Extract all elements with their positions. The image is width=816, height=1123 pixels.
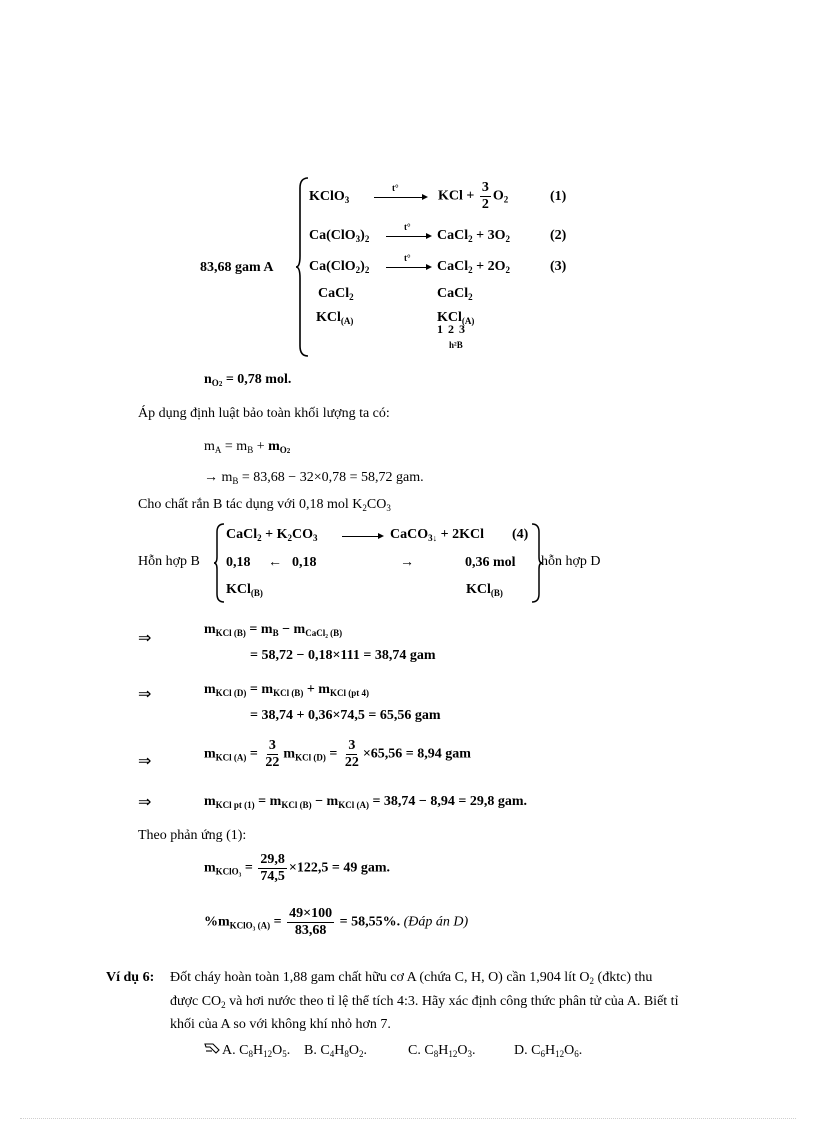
r2-temp: t° bbox=[404, 222, 411, 232]
calc4-line: $m_{KCl pt (1)} = m_{KCl (B)} - m_{KCl (A)} = 38,74 - 8,94 = 29,8$ gam. bbox=[204, 794, 528, 810]
r5-right: KCl$_{(A)}$ bbox=[437, 310, 475, 326]
pen-hand-icon bbox=[204, 1042, 222, 1061]
s2-r1-left: CaCl$_2$ + $K_2CO_3$ bbox=[226, 527, 318, 543]
calc2-line1: $m_{KCl (D)} = m_{KCl (B)} + m_{KCl (pt 4)}$ bbox=[204, 682, 369, 698]
system2-right-label: hỗn hợp D bbox=[541, 554, 601, 569]
s2-r2-arrow-right: → bbox=[400, 555, 414, 570]
under-brace-label: h²B bbox=[449, 340, 463, 350]
option-b[interactable]: B. $C_4H_8O_2$. bbox=[304, 1043, 367, 1059]
example6-line3: khối của A so với không khí nhỏ hơn 7. bbox=[170, 1017, 391, 1032]
r4-left: CaCl$_2$ bbox=[318, 286, 354, 302]
s2-r2-a: 0,18 bbox=[226, 555, 251, 570]
left-brace-2 bbox=[214, 524, 226, 602]
implies-1: ⇒ bbox=[138, 630, 152, 647]
system1-label: 83,68 gam A bbox=[200, 260, 274, 275]
under-brace-numbers: 1 2 3 bbox=[437, 322, 466, 336]
apply-text: Áp dụng định luật bảo toàn khối lượng ta có: bbox=[138, 406, 390, 421]
implies-4: ⇒ bbox=[138, 794, 152, 811]
r1-temp: t° bbox=[392, 183, 399, 193]
example6-line1: Đốt cháy hoàn toàn 1,88 gam chất hữu cơ A (chứa C, H, O) cần 1,904 lít $O_2$ (đktc) thu bbox=[170, 970, 653, 986]
calc1-line1: $m_{KCl (B)} = m_B - m_{CaCl_2 (B)}$ bbox=[204, 622, 343, 638]
r3-arrow bbox=[386, 267, 430, 268]
implies-3: ⇒ bbox=[138, 753, 152, 770]
r1-arrow bbox=[374, 197, 426, 198]
r1-left: KClO$_3$ bbox=[309, 189, 350, 205]
page-bottom-dotted-line bbox=[20, 1118, 796, 1119]
answer-note: (Đáp án D) bbox=[403, 914, 469, 930]
calc6-line: $\%m_{KClO_3 (A)}$ = $\frac{49\times 100}{83,68}$ = 58,55%. (Đáp án D) bbox=[204, 906, 469, 938]
r3-right: CaCl$_2$ + $2O_2$ bbox=[437, 259, 510, 275]
calc3-line: $m_{KCl (A)}$ = $\frac{3}{22}$ $m_{KCl (D)}$ = $\frac{3}{22}$ ×65,56 = 8,94 gam bbox=[204, 738, 471, 770]
s2-r3-right: KCl$_{(B)}$ bbox=[466, 582, 503, 598]
s2-r3-left: KCl$_{(B)}$ bbox=[226, 582, 263, 598]
theo-text: Theo phản ứng (1): bbox=[138, 828, 247, 843]
r4-right: CaCl$_2$ bbox=[437, 286, 473, 302]
react-text: Cho chất rắn B tác dụng với 0,18 mol $K_2CO_3$ bbox=[138, 497, 391, 513]
mass-equation-1: $m_A = m_B + m_{O2}$ bbox=[204, 439, 291, 455]
r2-left: $Ca(ClO_3)_2$ bbox=[309, 228, 370, 244]
s2-r2-arrow-left: ← bbox=[268, 555, 282, 570]
example6-label: Ví dụ 6: bbox=[106, 970, 155, 985]
mass-equation-2: → $m_B = 83,68 - 32\times 0,78 = 58,72$ gam. bbox=[204, 470, 424, 486]
r3-left: $Ca(ClO_2)_2$ bbox=[309, 259, 370, 275]
calc2-line2: = 38,74 + 0,36×74,5 = 65,56 gam bbox=[250, 708, 441, 723]
implies-2: ⇒ bbox=[138, 686, 152, 703]
n-o2-line: $n_{O2} = 0,78$ mol. bbox=[204, 372, 292, 388]
s2-r2-b: 0,18 bbox=[292, 555, 317, 570]
calc5-line: $m_{KClO_3}$ = $\frac{29,8}{74,5}$ ×122,5 = 49 gam. bbox=[204, 852, 390, 884]
s2-r1-arrow bbox=[342, 536, 382, 537]
left-brace-1 bbox=[296, 178, 310, 356]
r1-number: (1) bbox=[550, 189, 567, 204]
s2-r1-right: CaCO$_{3↓}$ + 2KCl bbox=[390, 527, 484, 543]
s2-r2-c: 0,36 mol bbox=[465, 555, 516, 570]
r2-right: CaCl$_2$ + $3O_2$ bbox=[437, 228, 510, 244]
example6-line2: được $CO_2$ và hơi nước theo tỉ lệ thể tích 4:3. Hãy xác định công thức phân tử của A. Biết tỉ bbox=[170, 994, 679, 1010]
r3-number: (3) bbox=[550, 259, 567, 274]
system2-label: Hỗn hợp B bbox=[138, 554, 200, 569]
r2-number: (2) bbox=[550, 228, 567, 243]
option-d[interactable]: D. $C_6H_{12}O_6$. bbox=[514, 1043, 583, 1059]
s2-r1-number: (4) bbox=[512, 527, 529, 542]
option-c[interactable]: C. $C_8H_{12}O_3$. bbox=[408, 1043, 476, 1059]
calc1-line2: = 58,72 − 0,18×111 = 38,74 gam bbox=[250, 648, 436, 663]
r2-arrow bbox=[386, 236, 430, 237]
r5-left: KCl$_{(A)}$ bbox=[316, 310, 354, 326]
r3-temp: t° bbox=[404, 253, 411, 263]
option-a[interactable]: A. $C_8H_{12}O_5$. bbox=[222, 1043, 291, 1059]
r1-right: KCl + $\frac{3}{2}$ $O_2$ bbox=[438, 180, 509, 212]
